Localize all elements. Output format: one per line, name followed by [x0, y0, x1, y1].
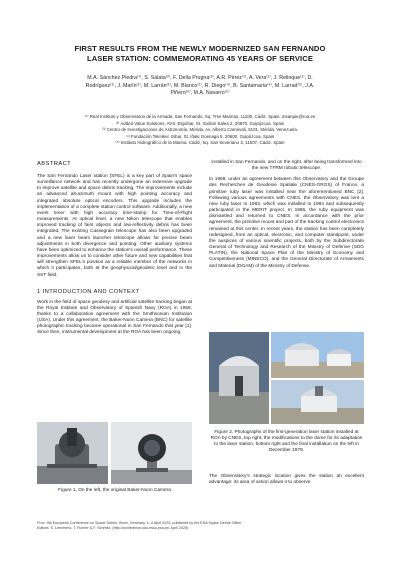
figure1-baker-nunn-photo	[37, 422, 108, 484]
baker-nunn-camera-image	[37, 422, 108, 484]
dome-modification-image	[271, 380, 364, 424]
abstract-text: The San Fernando Laser station (SFEL) is a key part of Spain's space surveillance network and has recently undergone an extensive upgrade to improve satellite and space debris tracking. The improvements include an advanced alt-azimuth mount with high pointing accuracy and integrated absolute optical encoders. This upgrade includes the implementation of a complete station control software. Additionally, a new event timer with high accuracy time-stamp for Time-of-Flight measurements. At optical level, a new Nikon telescope that enables improved tracking of faint objects and low-reflectivity debris has been integrated. The existing Cassegrain telescope has also been upgraded and a new laser beam launcher telescope allows for precise beam adjustments in both divergence and pointing. Other auxiliary systems have been optimized to enhance the station's overall performance. These improvements allow us to consider other future and new capabilities that will strengthen SFEL's position as a reliable member of the networks in which it participates, both at the geophysical/geodetic level and in the SST field.	[37, 174, 192, 278]
figure2-caption: Figure 2. Photographs of the first-generation laser station installed at ROA by CNES, top right; the modifications to the dome for its adaptation to the laser station, bottom right and the final installation on the left in December 1979.	[210, 430, 363, 454]
author-line: M.A. Sánchez Piedra⁽¹⁾, S. Salata⁽²⁾, F. Della Prugna⁽³⁾, A.R. Pérez⁽¹⁾, A. Vera⁽¹⁾, J. Relinque⁽¹⁾, D.	[87, 75, 313, 81]
proceedings-footer	[37, 521, 367, 531]
left-column	[37, 160, 192, 337]
affiliation: ⁽⁵⁾ Instituto Hidrográfico de la Marina. Cádiz, Sq. San Severiano 3, 11007, Cádiz. Spain	[115, 140, 285, 146]
author-line: Piñero⁽⁵⁾, M.A. Navarro⁽⁵⁾	[170, 90, 230, 96]
location-paragraph: The Observatory's strategic location gives the station an excellent advantage: its area of action allows it to observe	[209, 474, 364, 486]
affiliation-list	[22, 114, 378, 147]
cnes-station-image	[271, 332, 364, 378]
figure2-final-installation-photo	[209, 332, 269, 424]
author-line: Rodríguez⁽¹⁾, J. Marín⁽¹⁾, M. Larrán⁽¹⁾, M. Blanco⁽¹⁾, R. Diego⁽⁴⁾, B. Santamaría⁽⁴⁾, M. Larrad⁽⁵⁾, J.A.	[85, 82, 315, 89]
figure1-caption-continued: installed in San Fernando, and on the right, after being transformed into the new TFRM robotic telescope.	[211, 160, 362, 172]
tfrm-telescope-image	[111, 422, 192, 484]
footer-line: Proc. 9th European Conference on Space Debris, Bonn, Germany, 1–4 April 2025, published by the ESA Space Debris Office	[37, 521, 242, 525]
figure2-dome-modification-photo	[271, 380, 364, 424]
figure1-caption: Figure 1. On the left, the original Baker-Nunn Camera	[58, 488, 171, 493]
affiliation: ⁽²⁾ Added Value Solutions, AVS. Elgoibar, St. Xixilion Kalea 2, 20870, Guipúzcoa. Spain	[115, 120, 285, 126]
title-line: FIRST RESULTS FROM THE NEWLY MODERNIZED SAN FERNANDO	[74, 44, 326, 53]
figure1-tfrm-photo	[111, 422, 192, 484]
right-column	[209, 160, 364, 270]
paper-title	[30, 44, 370, 64]
abstract-heading: ABSTRACT	[37, 161, 72, 167]
affiliation: ⁽⁴⁾ Fundación Tekniker. Eibar, St. Iñaki Goenaga 5, 20600, Guipúzcoa. Spain	[125, 133, 275, 139]
intro-text: Work in the field of space geodesy and artificial satellite tracking began at the Royal Institute and Observatory of Spanish Navy (ROA) in 1958, thanks to a collaboration agreement with the Smithsonian Institution (USA). Under this agreement, the Baker-Nunn Camera (BNC) for satellite photographic tracking became operational in San Fernando that year [1]. Since then, instrumental development at the ROA has been ongoing.	[37, 299, 192, 336]
title-line: LASER STATION: COMMEMORATING 45 YEARS OF SERVICE	[86, 54, 314, 63]
footer-line: Editors: S. Lemmens, T. Flohrer & F. Schmitz, (http://conference.sdo.esoc.esa.int, April 2025)	[37, 526, 189, 531]
intro-heading: 1 INTRODUCTION AND CONTEXT	[37, 288, 140, 295]
history-paragraph: In 1968, under an agreement between this Observatory and the Groupe des Recherches de Geodesie Spatiale (CNES-GRGS) of France, a primitive ruby laser was installed near the aforementioned BNC [2]. Following various agreements with CNES, the Observatory was lent a new ruby laser in 1983, which was installed in 1984 and subsequently participated in the MERIT project. In 1986, the ruby equipment was dismantled and returned to CNES. In accordance with the prior agreement, the primitive mount and part of the tracking control electronics remained at this center. In recent years, the station has been completely redesigned, from an optical, electronic, and computer standpoint, under the auspices of various scientific projects, both by the Subdirectorate General of Technology and Research of the Ministry of Defense (SDG PLATIN), the National Space Plan of the Ministry of Economy and Competitiveness (MINECO), and the General Directorate of Armaments and Material (DGAM) of the Ministry of Defense.	[209, 177, 364, 269]
laser-station-1979-image	[209, 332, 269, 424]
figure2-cnes-station-photo	[271, 332, 364, 378]
affiliation: ⁽³⁾ Centro de Investigaciones de Astronomía. Mérida, Av. Alberto Carnevali, 5101, Mérida. Venezuela.	[101, 127, 299, 133]
author-list	[28, 75, 372, 98]
affiliation: ⁽¹⁾ Real Instituto y Observatorio de la Armada. San Fernando, Sq. Tres Marinas, 11100, Cádiz. Spain. msanpie@roa.es	[84, 114, 316, 119]
